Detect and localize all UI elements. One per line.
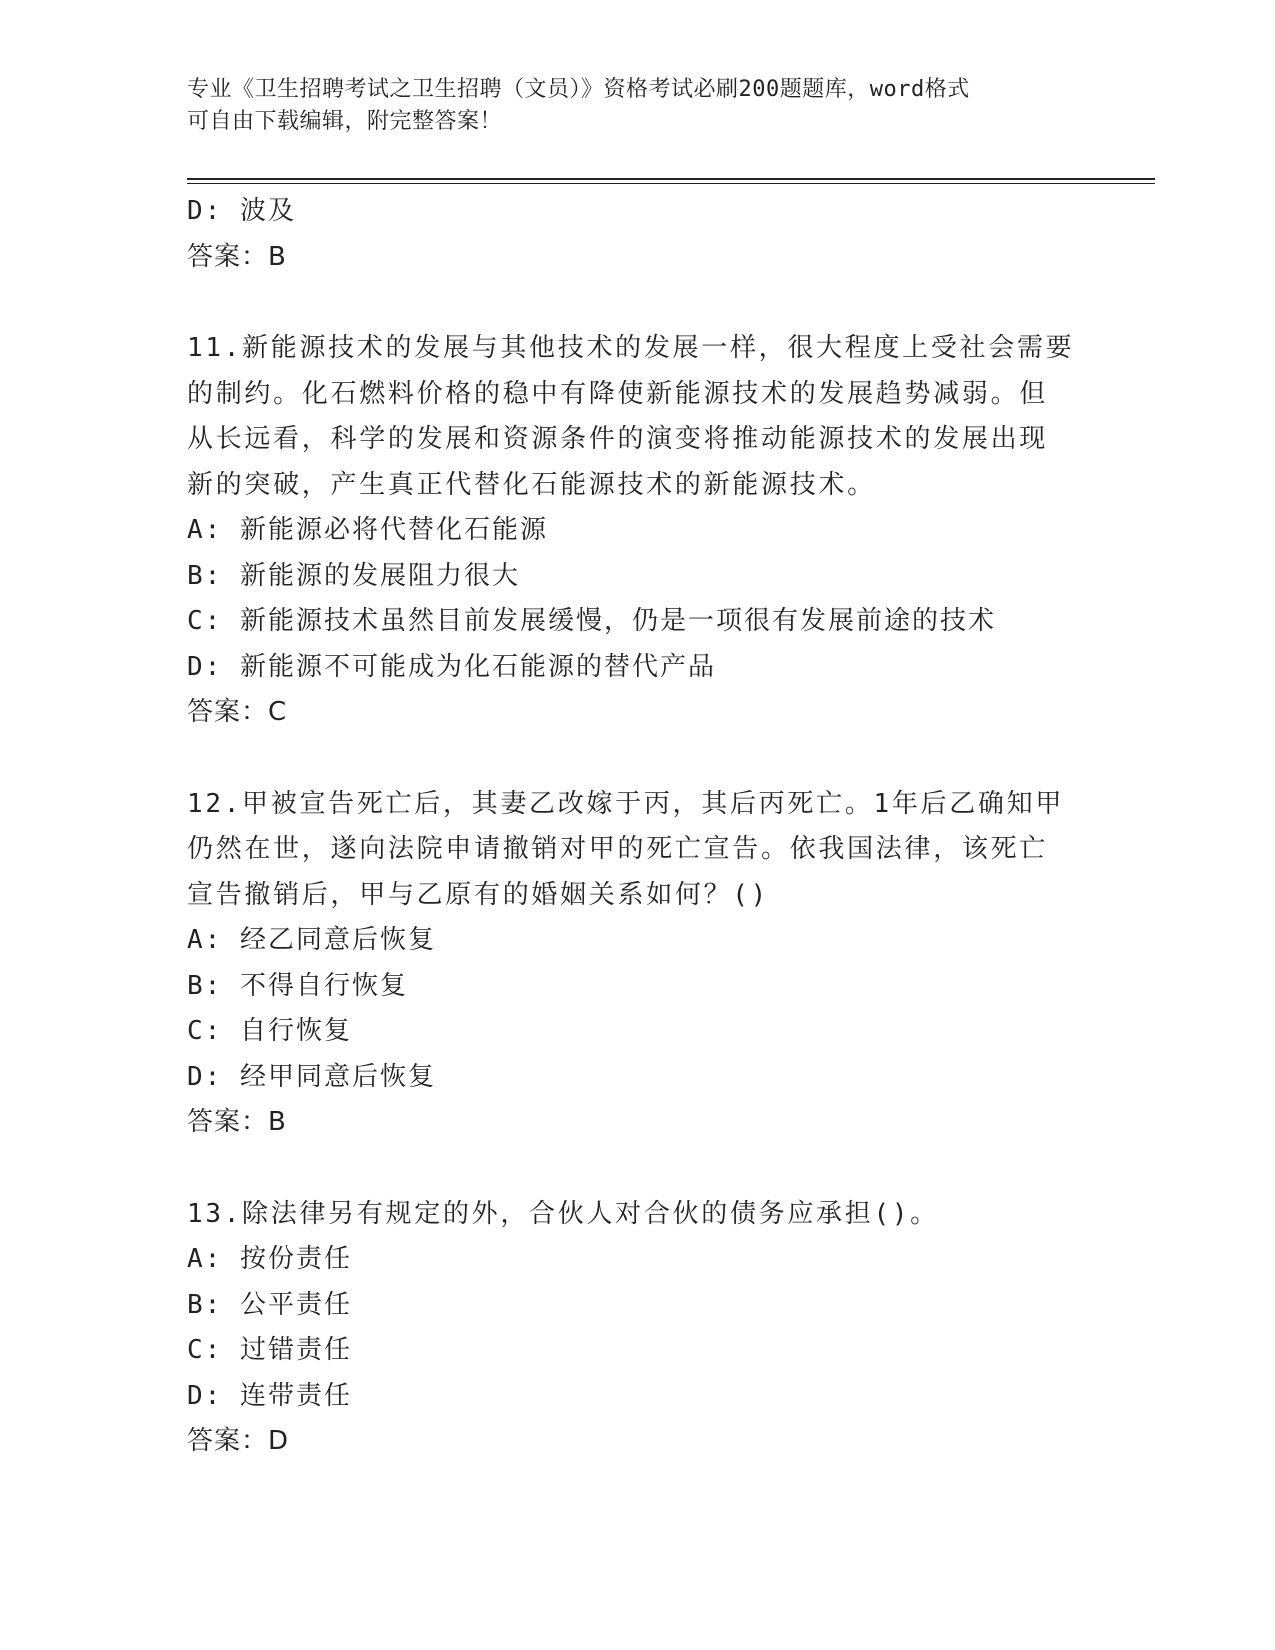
stem-line: 新的突破，产生真正代替化石能源技术的新能源技术。 [187, 469, 876, 500]
question-11 [187, 326, 1087, 736]
question-stem [187, 1192, 1087, 1238]
option-d: D: 新能源不可能成为化石能源的替代产品 [187, 651, 716, 682]
option-d: D: 经甲同意后恢复 [187, 1061, 436, 1092]
stem-line: 仍然在世，遂向法院申请撤销对甲的死亡宣告。依我国法律，该死亡 [187, 834, 1049, 864]
option-d: D: 连带责任 [187, 1380, 352, 1411]
stem-line: 的制约。化石燃料价格的稳中有降使新能源技术的发展趋势减弱。但 [187, 378, 1049, 409]
header-title-line-2: 可自由下载编辑，附完整答案！ [187, 109, 503, 134]
option-b: B: 不得自行恢复 [187, 970, 408, 1001]
option-c: C: 新能源技术虽然目前发展缓慢，仍是一项很有发展前途的技术 [187, 606, 996, 636]
stem-line: 从长远看，科学的发展和资源条件的演变将推动能源技术的发展出现 [187, 424, 1049, 454]
answer-line: 答案：B [187, 1107, 287, 1137]
question-stem [187, 782, 1087, 919]
question-content [187, 189, 1087, 1465]
option-d: D: 波及 [187, 196, 296, 226]
spacer [187, 736, 1087, 782]
option-b: B: 公平责任 [187, 1289, 352, 1320]
spacer [187, 280, 1087, 326]
header-divider-thin [187, 183, 1155, 184]
question-12 [187, 782, 1087, 1146]
stem-line: 11.新能源技术的发展与其他技术的发展一样，很大程度上受社会需要 [187, 333, 1075, 363]
option-b: B: 新能源的发展阻力很大 [187, 560, 520, 591]
spacer [187, 1146, 1087, 1192]
answer-line: 答案：D [187, 1426, 290, 1456]
stem-line: 12.甲被宣告死亡后，其妻乙改嫁于丙，其后丙死亡。1年后乙确知甲 [187, 788, 1065, 819]
answer-line: 答案：B [187, 241, 287, 272]
question-stem [187, 326, 1087, 508]
header-divider-thick [187, 178, 1155, 180]
option-a: A: 新能源必将代替化石能源 [187, 515, 548, 545]
option-a: A: 经乙同意后恢复 [187, 925, 436, 955]
previous-question-tail [187, 189, 1087, 280]
header-title-line-1: 专业《卫生招聘考试之卫生招聘（文员）》资格考试必刷200题题库，word格式 [187, 77, 970, 102]
option-c: C: 自行恢复 [187, 1016, 352, 1046]
stem-line: 13.除法律另有规定的外，合伙人对合伙的债务应承担()。 [187, 1198, 939, 1229]
question-13 [187, 1192, 1087, 1465]
option-c: C: 过错责任 [187, 1335, 352, 1365]
answer-line: 答案：C [187, 697, 288, 727]
page-header [187, 74, 1087, 138]
stem-line: 宣告撤销后，甲与乙原有的婚姻关系如何？() [187, 879, 770, 910]
option-a: A: 按份责任 [187, 1244, 352, 1274]
